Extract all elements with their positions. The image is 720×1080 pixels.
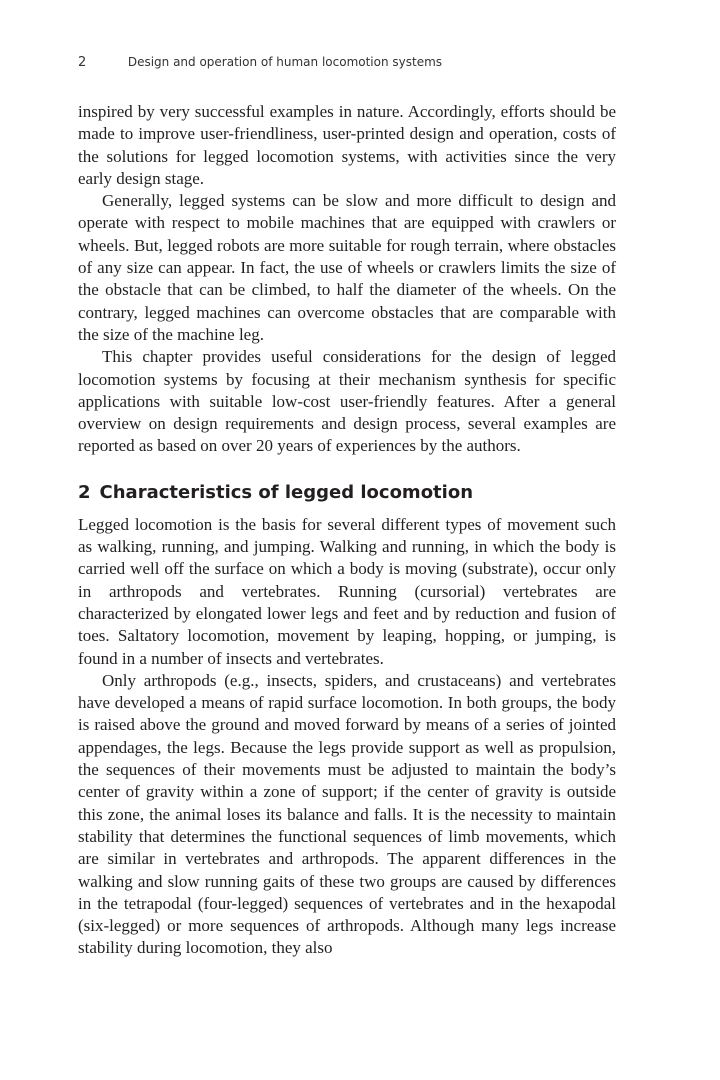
section-paragraph-2: Only arthropods (e.g., insects, spiders, and crustaceans) and vertebrates have developed a means of rapid surface locomotion. In both groups, the body is raised above the ground and moved forward by means of a series of jointed appendages, the legs. Because the legs provide support as well as propulsion, the sequences of their movements must be adjusted to maintain the body’s center of gravity within a zone of support; if the center of gravity is outside this zone, the animal loses its balance and falls. It is the necessity to maintain stability that determines the functional sequences of limb movements, which are similar in vertebrates and arthropods. The apparent differences in the walking and slow running gaits of these two groups are caused by differences in the tetrapodal (four-legged) sequences of vertebrates and in the hexapodal (six-legged) or more sequences of arthropods. Although many legs increase stability during locomotion, they also	[78, 670, 616, 958]
section-title: Characteristics of legged locomotion	[99, 481, 474, 503]
intro-paragraph-3: This chapter provides useful considerations for the design of legged locomotion systems by focusing at their mechanism synthesis for specific applications with suitable low-cost user-friendly features. After a general overview on design requirements and design process, several examples are reported as based on over 20 years of experiences by the authors.	[78, 347, 616, 456]
running-head	[78, 52, 616, 72]
intro-paragraph-1: inspired by very successful examples in nature. Accordingly, efforts should be made to improve user-friendliness, user-printed design and operation, costs of the solutions for legged locomotion systems, with activities since the very early design stage.	[78, 102, 616, 188]
running-title: Design and operation of human locomotion systems	[127, 55, 443, 69]
section-heading	[78, 480, 616, 506]
section-paragraph-1: Legged locomotion is the basis for several different types of movement such as walking, running, and jumping. Walking and running, in which the body is carried well off the surface on which a body is moving (substrate), occur only in arthropods and vertebrates. Running (cursorial) vertebrates are characterized by elongated lower legs and feet and by reduction and fusion of toes. Saltatory locomotion, movement by leaping, hopping, or jumping, is found in a number of insects and vertebrates.	[78, 514, 616, 668]
intro-paragraph-2: Generally, legged systems can be slow and more difficult to design and operate with respect to mobile machines that are equipped with crawlers or wheels. But, legged robots are more suitable for rough terrain, where obstacles of any size can appear. In fact, the use of wheels or crawlers limits the size of the obstacle that can be climbed, to half the diameter of the wheels. On the contrary, legged machines can overcome obstacles that are comparable with the size of the machine leg.	[78, 191, 616, 344]
section-number: 2	[78, 481, 91, 503]
page-number: 2	[78, 55, 87, 70]
page-body	[78, 101, 616, 960]
